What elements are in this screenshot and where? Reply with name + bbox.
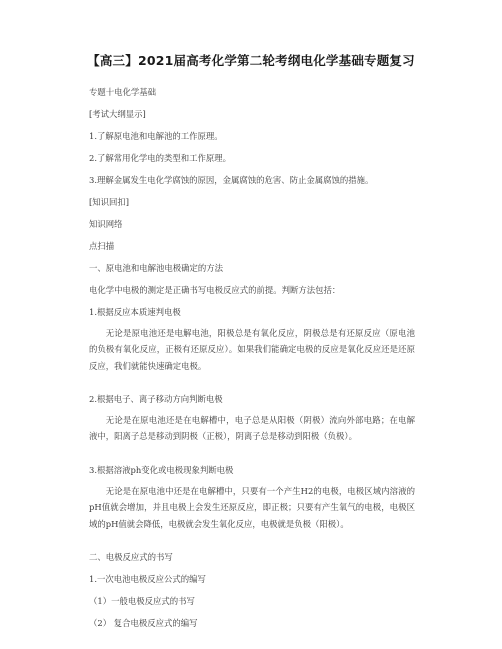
section-heading: 一、原电池和电解池电极确定的方法 xyxy=(89,263,223,273)
paragraph: [考试大纲显示] xyxy=(89,109,146,119)
subsection-heading: 3.根据溶液ph变化或电极现象判断电极 xyxy=(89,465,234,475)
paragraph: 知识网络 xyxy=(89,219,123,229)
subsection-heading: 2.根据电子、离子移动方向判断电极 xyxy=(89,394,223,404)
paragraph: 1.了解原电池和电解池的工作原理。 xyxy=(89,131,223,141)
paragraph: [知识回扣] xyxy=(89,197,130,207)
paragraph: 专题十电化学基础 xyxy=(89,87,156,97)
subsection-heading: 1.一次电池电极反应公式的编写 xyxy=(89,574,206,584)
paragraph: 2.了解常用化学电的类型和工作原理。 xyxy=(89,153,231,163)
paragraph: 电化学中电极的测定是正确书写电极反应式的前提。判断方法包括： xyxy=(89,285,341,295)
paragraph: （2） 复合电极反应式的编写 xyxy=(89,618,198,628)
paragraph: 无论是在原电池还是在电解槽中，电子总是从阳极（阴极）流向外部电路；在电解液中，阳离子总是移动到阴极（正极），阴离子总是移动到阳极（负极）。 xyxy=(89,415,415,442)
document-title: 【高三】2021届高考化学第二轮考纲电化学基础专题复习 xyxy=(87,53,415,68)
paragraph: （1）一般电极反应式的书写 xyxy=(89,596,195,606)
paragraph: 点扫描 xyxy=(89,241,115,251)
paragraph: 无论是在原电池中还是在电解槽中，只要有一个产生H2的电极，电极区域内溶液的pH值就会增加，并且电极上会发生还原反应，即正极；只要有产生氧气的电极，电极区域的pH值就会降低，电极就会发生氧化反应，电极就是负极（阳极）。 xyxy=(89,486,415,529)
paragraph: 3.理解金属发生电化学腐蚀的原因，金属腐蚀的危害、防止金属腐蚀的措施。 xyxy=(89,175,374,185)
section-heading: 二、电极反应式的书写 xyxy=(89,552,173,562)
subsection-heading: 1.根据反应本质速判电极 xyxy=(89,307,181,317)
paragraph: 无论是原电池还是电解电池，阳极总是有氧化反应，阴极总是有还原反应（原电池的负极有氧化反应，正极有还原反应）。如果我们能确定电极的反应是氧化反应还是还原反应，我们就能快速确定电极。 xyxy=(89,328,415,371)
